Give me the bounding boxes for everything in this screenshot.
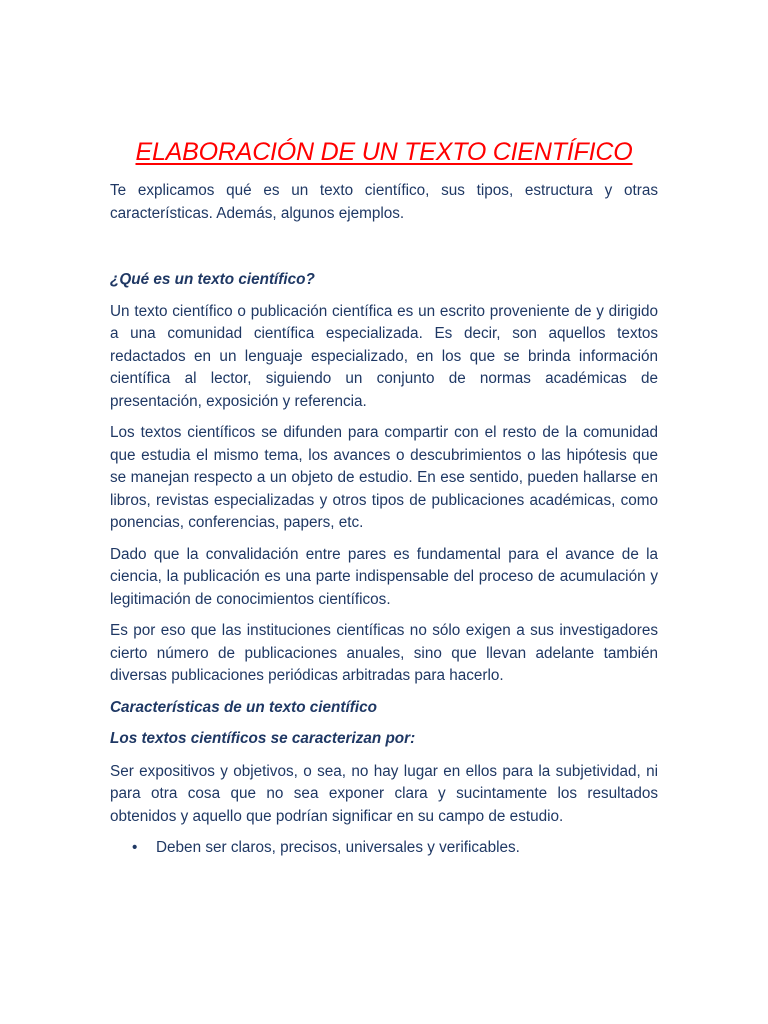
section-heading-what-is: ¿Qué es un texto científico?	[110, 271, 315, 288]
body-paragraph: Dado que la convalidación entre pares es fundamental para el avance de la ciencia, la publicación es una parte indispensable del proceso de acumulación y legitimación de conocimientos científicos.	[110, 545, 658, 608]
intro-paragraph: Te explicamos qué es un texto científico, sus tipos, estructura y otras características. Además, algunos ejemplos.	[110, 182, 658, 222]
list-item-text: Deben ser claros, precisos, universales y verificables.	[156, 839, 520, 856]
section-subheading: Los textos científicos se caracterizan por:	[110, 730, 416, 747]
list-item	[110, 837, 658, 860]
body-paragraph: Los textos científicos se difunden para compartir con el resto de la comunidad que estudia el mismo tema, los avances o descubrimientos o las hipótesis que se manejan respecto a un objeto de estudio. En ese sentido, pueden hallarse en libros, revistas especializadas y otros tipos de publicaciones académicas, como ponencias, conferencias, papers, etc.	[110, 424, 658, 531]
bullet-list	[110, 837, 658, 860]
bullet-icon: •	[132, 839, 138, 856]
document-page	[110, 134, 658, 860]
body-paragraph: Un texto científico o publicación científica es un escrito proveniente de y dirigido a una comunidad científica especializada. Es decir, son aquellos textos redactados en un lenguaje especializado, en los que se brinda información científica al lector, siguiendo un conjunto de normas académicas de presentación, exposición y referencia.	[110, 302, 658, 410]
body-paragraph: Ser expositivos y objetivos, o sea, no hay lugar en ellos para la subjetividad, ni para otra cosa que no sea exponer clara y sucintamente los resultados obtenidos y aquello que podrían significar en su campo de estudio.	[110, 762, 658, 825]
document-title: ELABORACIÓN DE UN TEXTO CIENTÍFICO	[135, 138, 633, 166]
section-heading-characteristics: Características de un texto científico	[110, 698, 377, 716]
body-paragraph: Es por eso que las instituciones científicas no sólo exigen a sus investigadores cierto número de publicaciones anuales, sino que llevan adelante también diversas publicaciones periódicas arbitradas para hacerlo.	[110, 622, 658, 684]
